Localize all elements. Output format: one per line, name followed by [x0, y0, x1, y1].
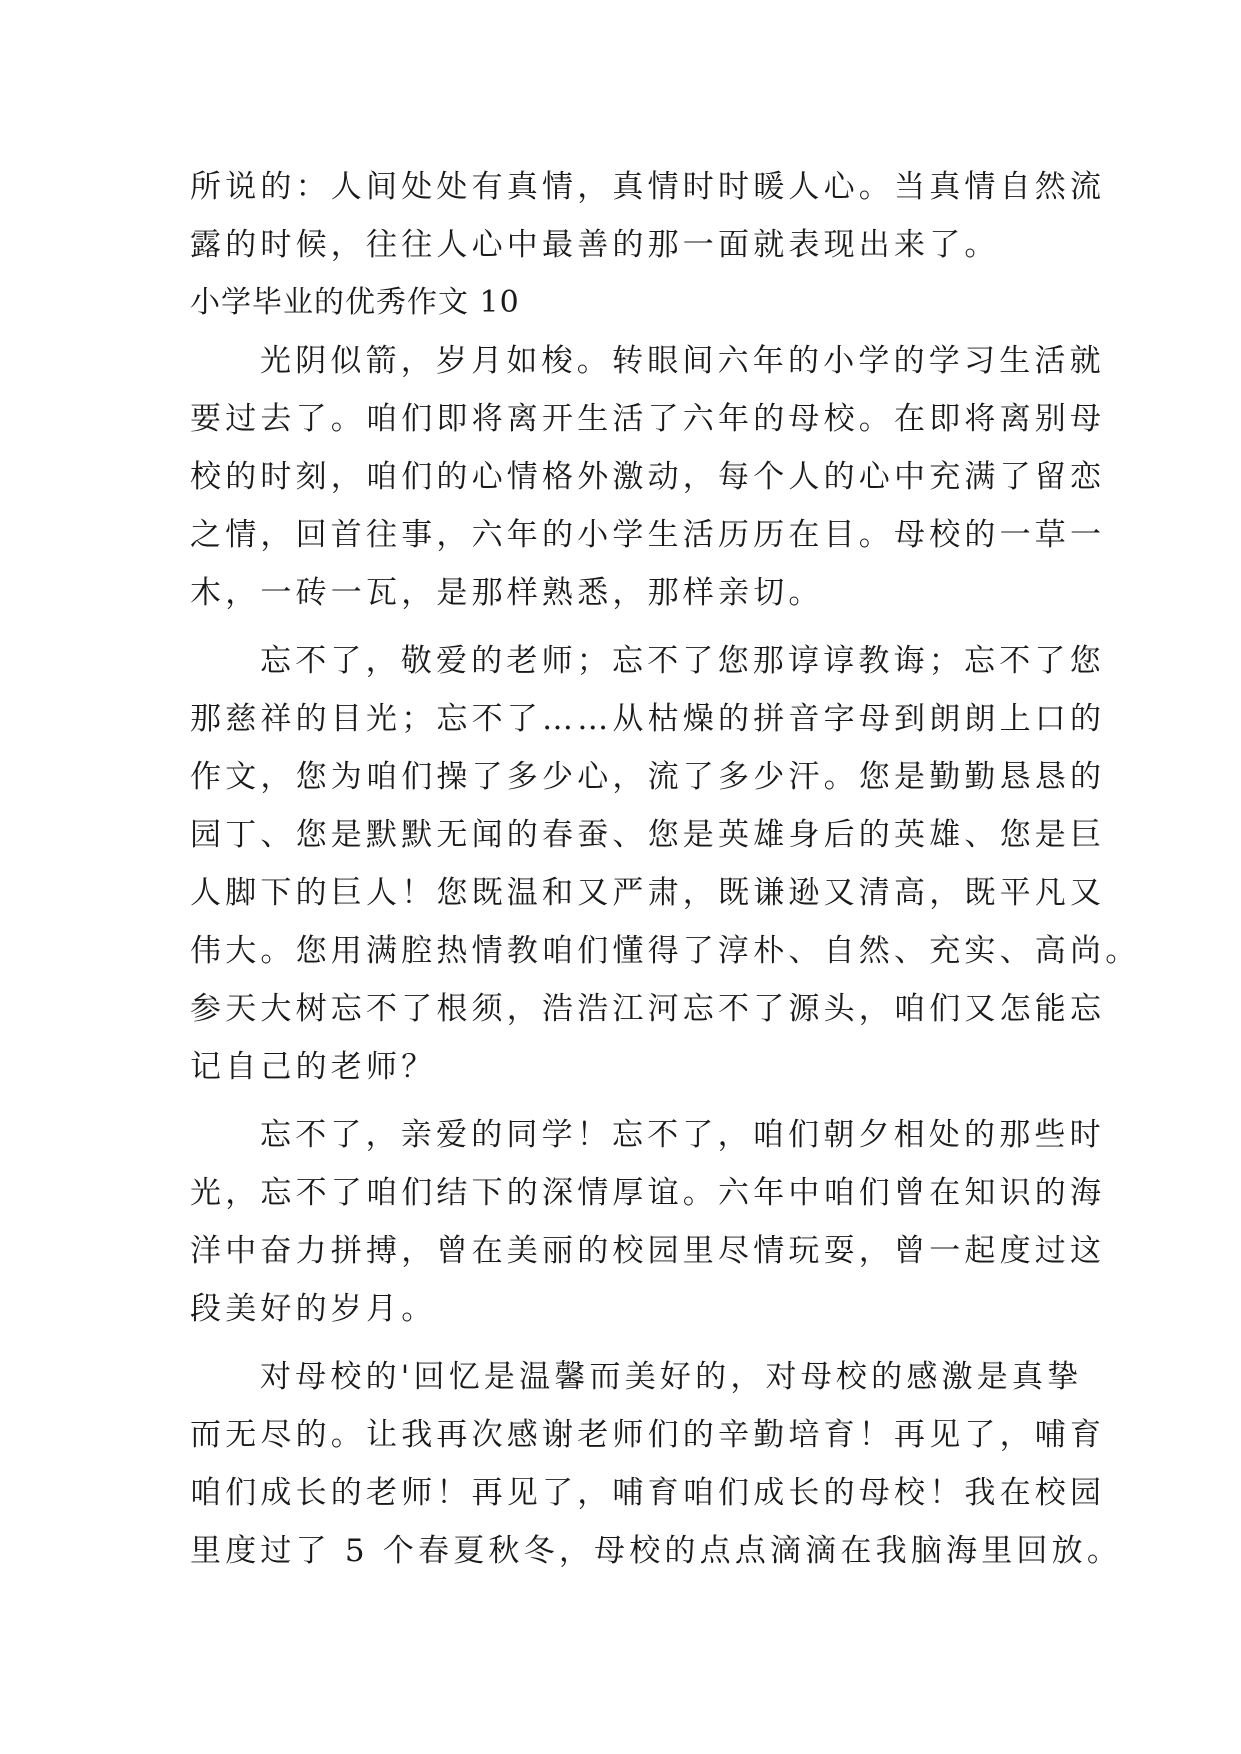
text-line: 伟大。您用满腔热情教咱们懂得了淳朴、自然、充实、高尚。 — [190, 933, 1141, 969]
paragraph — [190, 632, 1141, 1096]
text-line: 作文，您为咱们操了多少心，流了多少汗。您是勤勤恳恳的 — [190, 759, 1106, 795]
text-line: 所说的：人间处处有真情，真情时时暖人心。当真情自然流 — [190, 169, 1106, 205]
text-line: 露的时候，往往人心中最善的那一面就表现出来了。 — [190, 227, 1000, 263]
text-line: 对母校的'回忆是温馨而美好的，对母校的感激是真挚 — [260, 1359, 1083, 1395]
text-line: 忘不了，敬爱的老师；忘不了您那谆谆教诲；忘不了您 — [260, 643, 1105, 679]
text-line: 洋中奋力拼搏，曾在美丽的校园里尽情玩耍，曾一起度过这 — [190, 1233, 1106, 1269]
text-line: 要过去了。咱们即将离开生活了六年的母校。在即将离别母 — [190, 401, 1106, 437]
paragraph — [190, 1348, 1123, 1580]
text-line: 校的时刻，咱们的心情格外激动，每个人的心中充满了留恋 — [190, 459, 1106, 495]
paragraph — [190, 1106, 1106, 1338]
text-line: 园丁、您是默默无闻的春蚕、您是英雄身后的英雄、您是巨 — [190, 817, 1106, 853]
text-line: 之情，回首往事，六年的小学生活历历在目。母校的一草一 — [190, 517, 1106, 553]
text-line: 光阴似箭，岁月如梭。转眼间六年的小学的学习生活就 — [260, 343, 1105, 379]
text-line: 段美好的岁月。 — [190, 1291, 437, 1327]
section-title: 小学毕业的优秀作文 10 — [190, 285, 520, 320]
text-line: 而无尽的。让我再次感谢老师们的辛勤培育！再见了，哺育 — [190, 1417, 1106, 1453]
text-line: 木，一砖一瓦，是那样熟悉，那样亲切。 — [190, 575, 824, 611]
text-line: 人脚下的巨人！您既温和又严肃，既谦逊又清高，既平凡又 — [190, 875, 1106, 911]
text-line: 参天大树忘不了根须，浩浩江河忘不了源头，咱们又怎能忘 — [190, 991, 1106, 1027]
text-line: 那慈祥的目光；忘不了……从枯燥的拼音字母到朗朗上口的 — [190, 701, 1106, 737]
text-line: 光，忘不了咱们结下的深情厚谊。六年中咱们曾在知识的海 — [190, 1175, 1106, 1211]
text-line: 咱们成长的老师！再见了，哺育咱们成长的母校！我在校园 — [190, 1475, 1106, 1511]
text-line: 记自己的老师？ — [190, 1049, 437, 1085]
text-line: 里度过了 5 个春夏秋冬，母校的点点滴滴在我脑海里回放。 — [190, 1533, 1123, 1569]
paragraph — [190, 332, 1106, 622]
document-body — [190, 158, 1141, 1580]
text-line: 忘不了，亲爱的同学！忘不了，咱们朝夕相处的那些时 — [260, 1117, 1105, 1153]
